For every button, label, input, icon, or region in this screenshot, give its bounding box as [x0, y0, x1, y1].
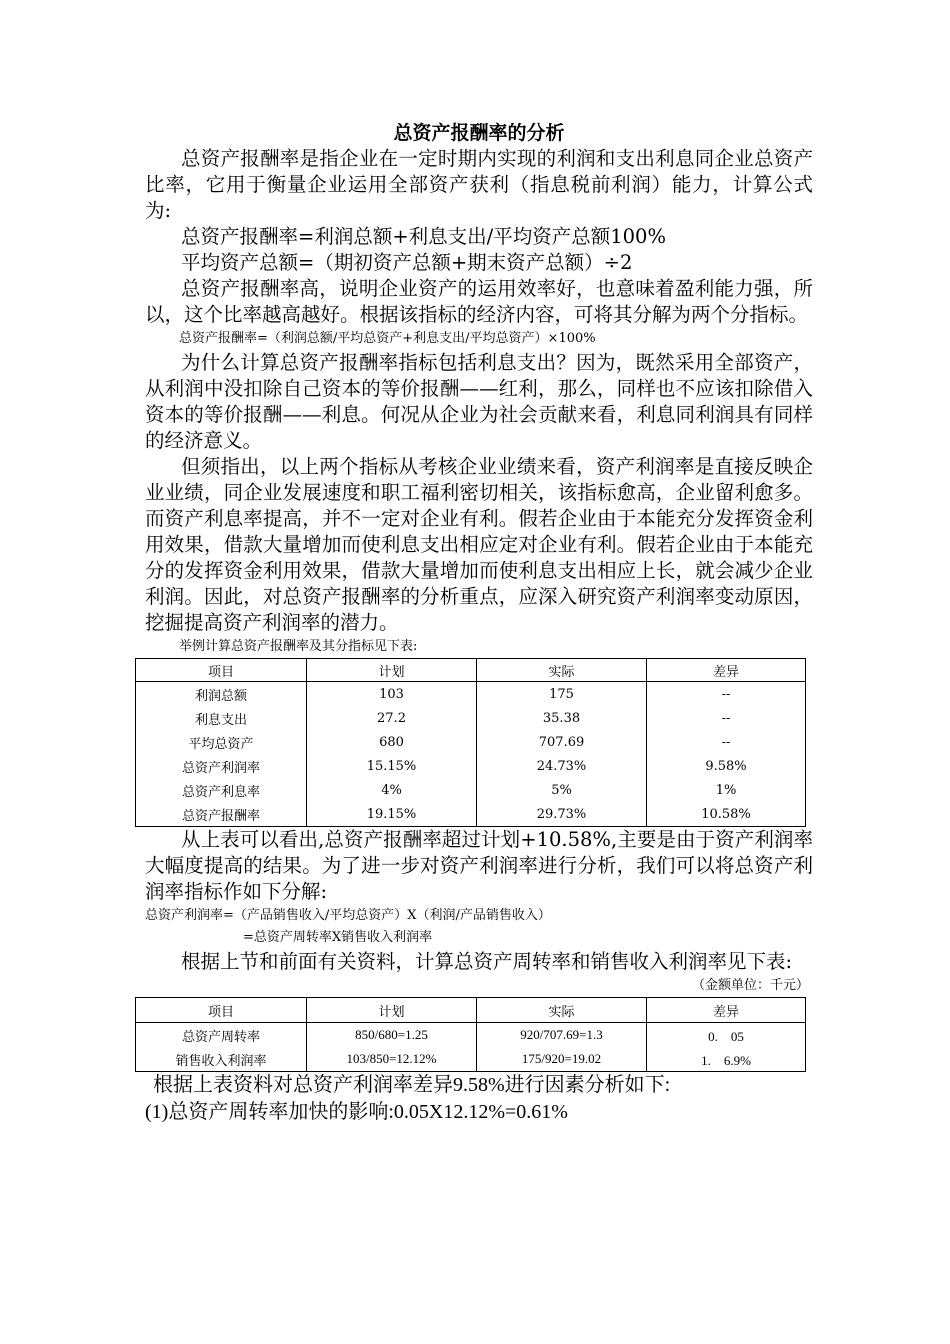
table-cell: 总资产利息率: [136, 778, 307, 802]
table-cell: 920/707.69=1.3: [477, 1023, 647, 1048]
table-cell: 平均总资产: [136, 730, 307, 754]
table-header-cell: 计划: [307, 998, 477, 1023]
table-cell: 175/920=19.02: [477, 1047, 647, 1072]
indicator-table: [135, 658, 806, 827]
table-header-cell: 实际: [477, 998, 647, 1023]
paragraph-turnover-effect: (1)总资产周转率加快的影响:0.05X12.12%=0.61%: [145, 1101, 568, 1123]
table-cell: 103: [307, 682, 477, 707]
paragraph-definition: 总资产报酬率是指企业在一定时期内实现的利润和支出利息同企业总资产比率，它用于衡量企业运用全部资产获利（指息税前利润）能力，计算公式为:: [145, 147, 813, 222]
table-cell: 5%: [477, 778, 647, 802]
table-cell: 175: [477, 682, 647, 707]
table-cell: --: [647, 730, 806, 754]
document-page: [145, 120, 813, 1126]
turnover-table: [135, 997, 806, 1072]
table-row: [136, 682, 806, 707]
table-header-cell: 项目: [136, 998, 307, 1023]
table-cell: 10.58%: [647, 802, 806, 827]
table-header-cell: 差异: [647, 659, 806, 682]
paragraph-table1-conclusion: 从上表可以看出,总资产报酬率超过计划+10.58%,主要是由于资产利润率大幅度提高的结果。为了进一步对资产利润率进行分析，我们可以将总资产利润率指标作如下分解:: [145, 828, 813, 903]
table-header-row: [136, 659, 806, 682]
table-row: [136, 778, 806, 802]
table-cell: 15.15%: [307, 754, 477, 778]
formula-roa: 总资产报酬率=利润总额+利息支出/平均资产总额100%: [181, 225, 666, 248]
table-header-row: [136, 998, 806, 1023]
table-cell: --: [647, 682, 806, 707]
paragraph-table2-intro: 根据上节和前面有关资料，计算总资产周转率和销售收入利润率见下表:: [181, 950, 793, 973]
table-cell: 0. 05: [647, 1023, 806, 1048]
table-cell: 850/680=1.25: [307, 1023, 477, 1048]
table-row: [136, 730, 806, 754]
table-cell: 29.73%: [477, 802, 647, 827]
table-header-cell: 差异: [647, 998, 806, 1023]
paragraph-factor-analysis: 根据上表资料对总资产利润率差异9.58%进行因素分析如下:: [153, 1074, 671, 1096]
table-header-cell: 实际: [477, 659, 647, 682]
table1-caption: 举例计算总资产报酬率及其分指标见下表:: [179, 639, 418, 654]
table-cell: 9.58%: [647, 754, 806, 778]
table-cell: 103/850=12.12%: [307, 1047, 477, 1072]
table-cell: --: [647, 706, 806, 730]
table-row: [136, 802, 806, 827]
table-header-cell: 项目: [136, 659, 307, 682]
table-cell: 4%: [307, 778, 477, 802]
table-header-cell: 计划: [307, 659, 477, 682]
formula-roa-decomposition-result: =总资产周转率X销售收入利润率: [243, 930, 433, 945]
table-cell: 1. 6.9%: [647, 1047, 806, 1072]
paragraph-analysis: 但须指出，以上两个指标从考核企业业绩来看，资产利润率是直接反映企业业绩，同企业发展速度和职工福利密切相关，该指标愈高，企业留利愈多。而资产利息率提高，并不一定对企业有利。假若企业由于本能充分发挥资金利用效果，借款大量增加而使利息支出相应定对企业有利。假若企业由于本能充分的发挥资金利用效果，借款大量增加而使利息支出相应上长，就会减少企业利润。因此，对总资产报酬率的分析重点，应深入研究资产利润率变动原因，挖掘提高资产利润率的潜力。: [145, 455, 813, 634]
table-cell: 1%: [647, 778, 806, 802]
document-title: 总资产报酬率的分析: [393, 122, 565, 144]
amount-unit-note: （金额单位：千元）: [691, 978, 809, 993]
formula-decomposition: 总资产报酬率=（利润总额/平均总资产+利息支出/平均总资产）×100%: [179, 331, 596, 346]
table-row: [136, 1023, 806, 1048]
table-cell: 总资产利润率: [136, 754, 307, 778]
table-cell: 销售收入利润率: [136, 1047, 307, 1072]
paragraph-interest-reason: 为什么计算总资产报酬率指标包括利息支出？因为，既然采用全部资产，从利润中没扣除自己资本的等价报酬——红利，那么，同样也不应该扣除借入资本的等价报酬——利息。何况从企业为社会贡献来看，利息同利润具有同样的经济意义。: [145, 351, 813, 452]
table-row: [136, 754, 806, 778]
table-row: [136, 706, 806, 730]
table-cell: 707.69: [477, 730, 647, 754]
table-cell: 利润总额: [136, 682, 307, 707]
table-cell: 680: [307, 730, 477, 754]
table-cell: 35.38: [477, 706, 647, 730]
formula-average-assets: 平均资产总额=（期初资产总额+期末资产总额）÷2: [181, 251, 633, 274]
table-cell: 总资产报酬率: [136, 802, 307, 827]
table-cell: 24.73%: [477, 754, 647, 778]
table-cell: 总资产周转率: [136, 1023, 307, 1048]
table-cell: 利息支出: [136, 706, 307, 730]
table-cell: 19.15%: [307, 802, 477, 827]
paragraph-interpretation: 总资产报酬率高，说明企业资产的运用效率好，也意味着盈利能力强，所以，这个比率越高越好。根据该指标的经济内容，可将其分解为两个分指标。: [145, 277, 813, 326]
table-cell: 27.2: [307, 706, 477, 730]
formula-roa-decomposition: 总资产利润率=（产品销售收入/平均总资产）X（利润/产品销售收入）: [145, 908, 551, 923]
table-row: [136, 1047, 806, 1072]
